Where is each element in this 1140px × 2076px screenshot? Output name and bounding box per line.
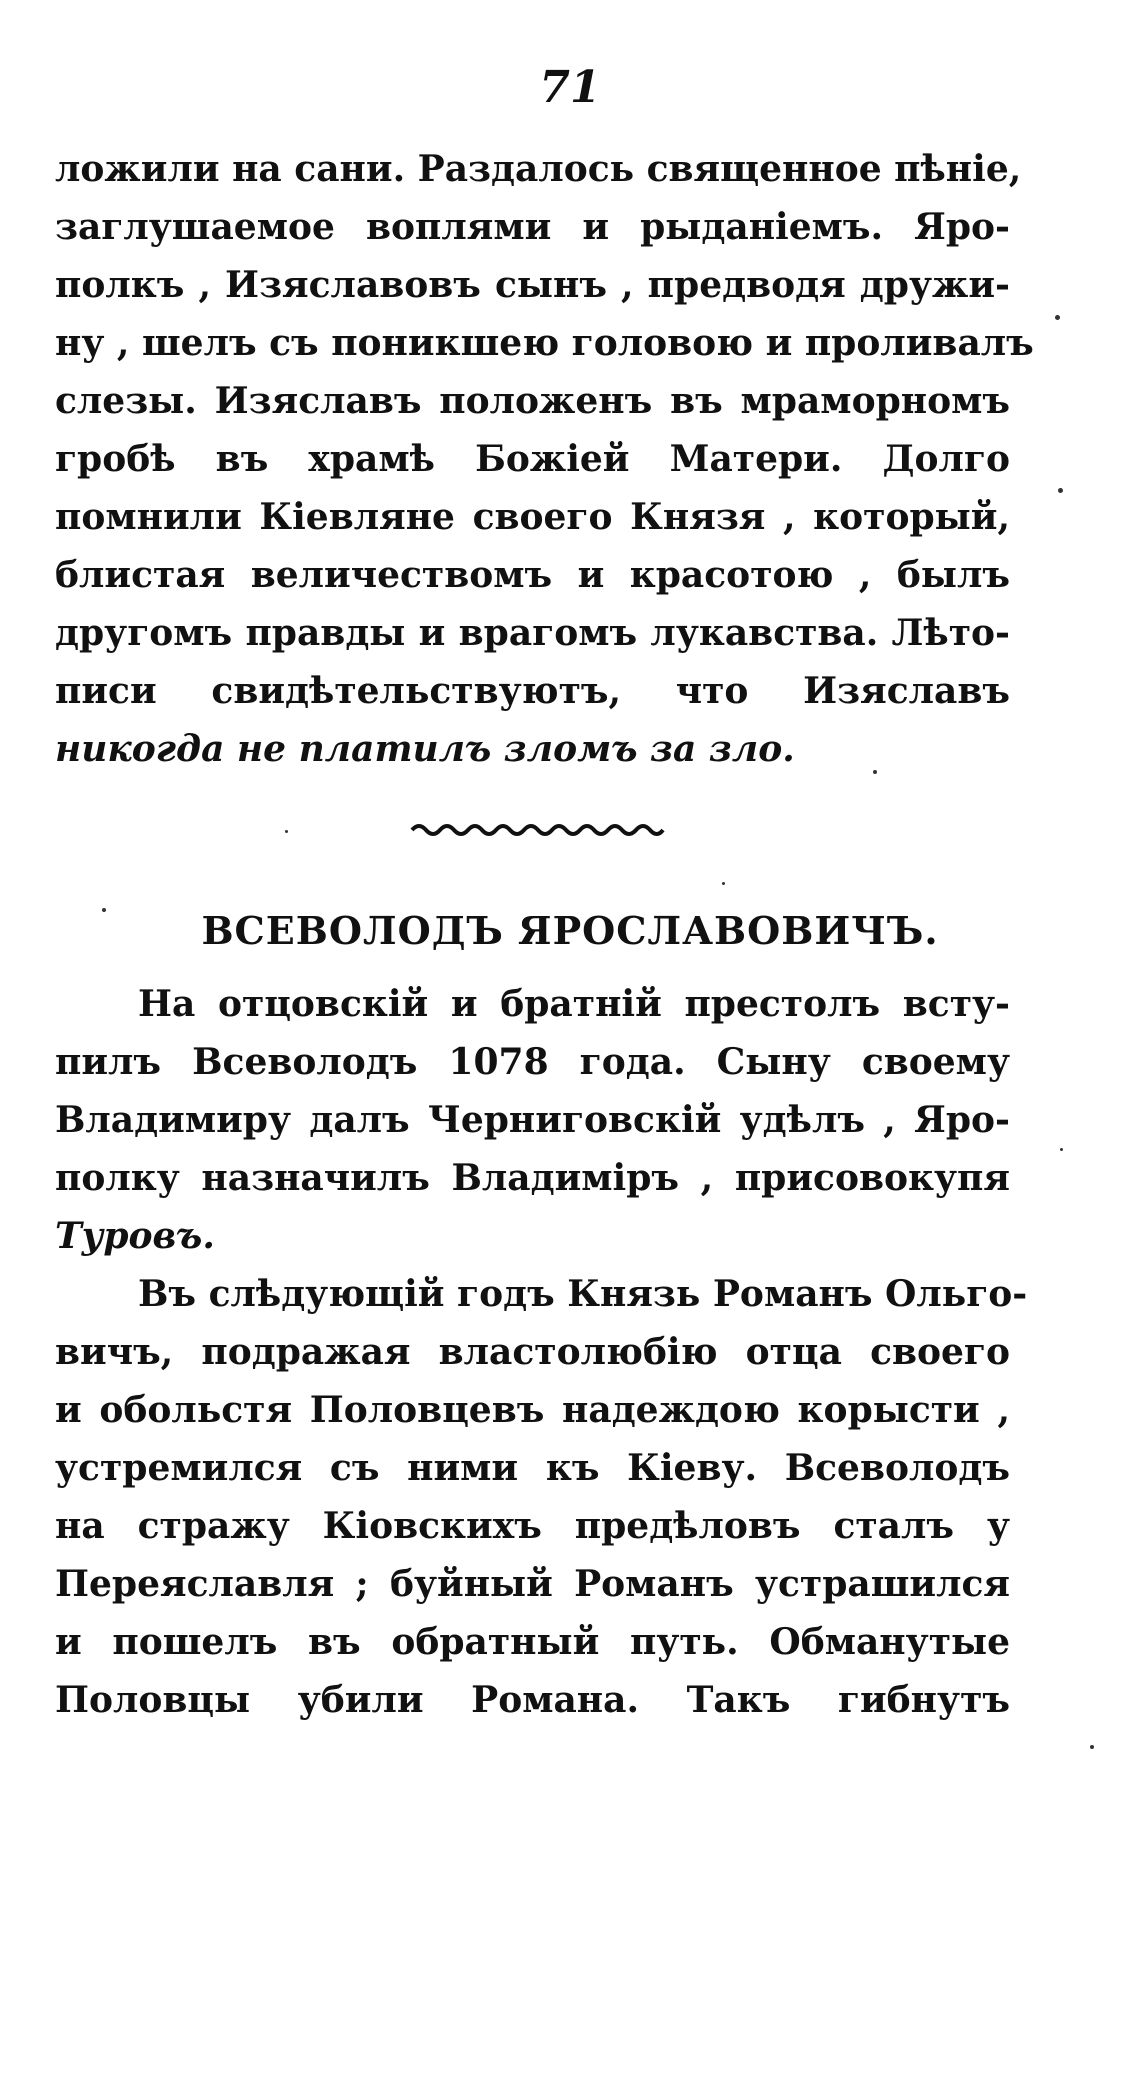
text-line: устремился съ ними къ Кіеву. Всеволодъ [55, 1447, 1010, 1489]
text-line: пилъ Всеволодъ 1078 года. Сыну своему [55, 1041, 1010, 1083]
scan-speck [1055, 315, 1060, 320]
text-line: Половцы убили Романа. Такъ гибнутъ [55, 1679, 1010, 1721]
text-line: вичъ, подражая властолюбію отца своего [55, 1331, 1010, 1373]
scan-speck [102, 908, 106, 912]
text-line: ложили на сани. Раздалось священное пѣніе, [55, 148, 1022, 190]
wave-ornament-icon [410, 820, 665, 840]
scan-speck [1058, 488, 1063, 493]
text-line: и пошелъ въ обратный путь. Обманутые [55, 1621, 1010, 1663]
text-line: гробѣ въ храмѣ Божіей Матери. Долго [55, 438, 1010, 480]
page-number: 71 [539, 62, 601, 113]
text-line: Переяславля ; буйный Романъ устрашился [55, 1563, 1010, 1605]
text-line-italic: Туровъ. [55, 1215, 215, 1257]
text-line-italic: никогда не платилъ зломъ за зло. [55, 728, 795, 770]
paragraph-3 [55, 1265, 1028, 1729]
scan-speck [1060, 1148, 1063, 1151]
text-line: блистая величествомъ и красотою , былъ [55, 554, 1010, 596]
text-line: другомъ правды и врагомъ лукавства. Лѣто- [55, 612, 1010, 654]
scan-speck [722, 882, 725, 885]
text-line: заглушаемое воплями и рыданіемъ. Яро- [55, 206, 1010, 248]
text-line: Владимиру далъ Черниговскій удѣлъ , Яро- [55, 1099, 1010, 1141]
text-line: На отцовскій и братній престолъ всту- [138, 983, 1010, 1025]
text-line: полкъ , Изяславовъ сынъ , предводя дружи- [55, 264, 1010, 306]
text-line: помнили Кіевляне своего Князя , который, [55, 496, 1010, 538]
text-line: полку назначилъ Владиміръ , присовокупя [55, 1157, 1010, 1199]
scan-speck [873, 770, 877, 774]
scan-speck [1090, 1745, 1094, 1749]
text-line: на стражу Кіовскихъ предѣловъ сталъ у [55, 1505, 1010, 1547]
scan-speck [285, 830, 288, 833]
paragraph-2 [55, 975, 1010, 1265]
text-line: слезы. Изяславъ положенъ въ мраморномъ [55, 380, 1010, 422]
text-line: Въ слѣдующій годъ Князь Романъ Ольго- [138, 1273, 1028, 1315]
section-heading: ВСЕВОЛОДЪ ЯРОСЛАВОВИЧЪ. [201, 908, 939, 953]
paragraph-1 [55, 140, 1034, 778]
text-line: писи свидѣтельствуютъ, что Изяславъ [55, 670, 1010, 712]
text-line: ну , шелъ съ поникшею головою и проливалъ [55, 322, 1034, 364]
text-line: и обольстя Половцевъ надеждою корысти , [55, 1389, 1010, 1431]
